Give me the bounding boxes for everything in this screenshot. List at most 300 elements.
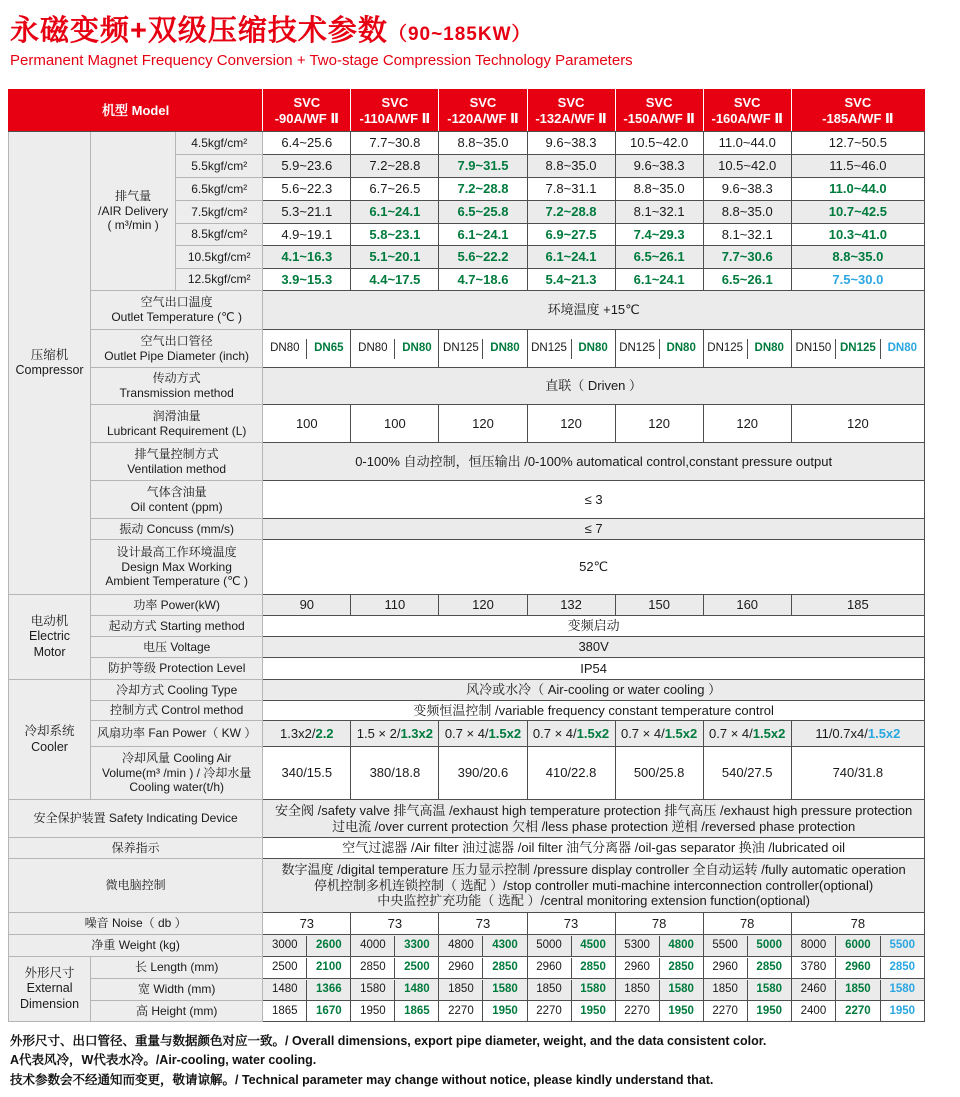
cell-line: Motor (33, 644, 66, 659)
table-cell (615, 721, 703, 747)
table-cell (791, 979, 924, 1001)
cell-line: 润滑油量 (152, 408, 201, 423)
split-cell-group (792, 339, 924, 359)
sub-value: DN80 (270, 342, 300, 355)
cell-line: -90A/WF Ⅱ (274, 110, 339, 126)
table-cell (615, 957, 703, 979)
table-row (9, 747, 925, 800)
table-cell: 11.0~44.0 (703, 132, 791, 155)
value-part: 0.7 × 4/ (532, 725, 577, 741)
safety-device-value (263, 800, 925, 838)
split-cell-group (263, 1001, 350, 1021)
split-cell-group (704, 936, 791, 956)
table-cell (263, 1001, 351, 1022)
concuss-value: ≤ 7 (263, 519, 925, 540)
cell-line: -185A/WF Ⅱ (822, 110, 894, 126)
cell-line: Oil content (ppm) (130, 499, 223, 514)
sub-value: 1950 (482, 1001, 526, 1021)
table-cell: 5.8~23.1 (351, 224, 439, 246)
sub-value: 2460 (800, 983, 827, 996)
sub-value: 2270 (536, 1004, 562, 1017)
table-row (9, 595, 925, 616)
table-cell: 120 (439, 405, 527, 443)
split-cell-group (704, 958, 791, 978)
value-part: 1.5x2 (752, 725, 786, 741)
split-cell-group (439, 339, 526, 359)
sub-value: DN125 (619, 342, 655, 355)
cell-line: Transmission method (119, 386, 234, 400)
table-cell: 6.5~26.1 (615, 246, 703, 269)
sub-value: 1850 (448, 983, 474, 996)
table-row (9, 330, 925, 368)
row-label-voltage: 电压 Voltage (91, 637, 263, 658)
table-cell: 8.1~32.1 (703, 224, 791, 246)
sub-value: 5500 (880, 936, 924, 956)
sub-value: 2270 (448, 1004, 474, 1017)
split-cell-group (704, 339, 791, 359)
row-label-air-delivery (91, 132, 176, 291)
row-label-cooling-air-volume (91, 747, 263, 800)
split-cell-group (351, 1001, 438, 1021)
split-cell-group (792, 936, 924, 956)
table-cell: 7.5~30.0 (791, 269, 924, 291)
split-cell-group (351, 936, 438, 956)
split-cell-group (439, 936, 526, 956)
cell-line: -132A/WF Ⅱ (535, 110, 607, 126)
value-part: 1.3x2/ (280, 725, 316, 741)
sub-value: 3300 (394, 936, 438, 956)
footnotes (10, 1032, 960, 1090)
table-cell: 10.5~42.0 (615, 132, 703, 155)
table-cell: 7.2~28.8 (527, 201, 615, 224)
table-cell: 6.1~24.1 (615, 269, 703, 291)
table-cell: 7.2~28.8 (439, 178, 527, 201)
split-cell-group (351, 980, 438, 1000)
table-cell: 7.7~30.8 (351, 132, 439, 155)
table-cell (791, 935, 924, 957)
sub-value: DN125 (443, 342, 479, 355)
table-cell: 6.9~27.5 (527, 224, 615, 246)
value-part: 1.5 × 2/ (356, 725, 401, 741)
split-cell-group (528, 1001, 615, 1021)
table-cell (615, 1001, 703, 1022)
sub-value: 2960 (448, 961, 474, 974)
sub-value: 2270 (712, 1004, 738, 1017)
pressure-label: 12.5kgf/cm² (176, 269, 263, 291)
table-row (9, 616, 925, 637)
sub-value: 1580 (360, 983, 386, 996)
sub-value: 2960 (712, 961, 738, 974)
sub-value: 3000 (271, 939, 298, 952)
model-svc-185 (791, 90, 924, 132)
sub-value: 1850 (835, 980, 879, 1000)
value-part: 0.7 × 4/ (709, 725, 753, 741)
table-row (9, 368, 925, 405)
cell-line: Lubricant Requirement (L) (106, 423, 247, 438)
table-row (9, 405, 925, 443)
row-label-protection-level: 防护等级 Protection Level (91, 658, 263, 680)
table-cell: 8.8~35.0 (527, 155, 615, 178)
sub-value: DN80 (571, 339, 615, 359)
table-cell: 4.1~16.3 (263, 246, 351, 269)
cell-line: 外形尺寸 (24, 966, 75, 981)
split-cell-group (263, 936, 350, 956)
value-part: 1.5x2 (664, 725, 698, 741)
value-part: 1.5x2 (488, 725, 522, 741)
parameters-table (8, 89, 925, 1022)
page-subtitle: Permanent Magnet Frequency Conversion + Two-stage Compression Technology Parameters (10, 52, 633, 69)
table-row (9, 680, 925, 701)
split-cell-group (263, 339, 350, 359)
sub-value: DN65 (306, 339, 350, 359)
table-cell (439, 979, 527, 1001)
table-cell: 6.7~26.5 (351, 178, 439, 201)
row-label-outlet-pipe-diameter (91, 330, 263, 368)
table-cell: 380/18.8 (351, 747, 439, 800)
maintenance-indication-value: 空气过滤器 /Air filter 油过滤器 /oil filter 油气分离器 /oil-gas separator 换油 /lubricated oil (263, 838, 925, 859)
sub-value: 1480 (271, 983, 298, 996)
table-cell (439, 957, 527, 979)
sub-value: 1850 (712, 983, 738, 996)
microcomputer-control-value (263, 859, 925, 913)
table-cell: 7.9~31.5 (439, 155, 527, 178)
oil-content-value: ≤ 3 (263, 481, 925, 519)
cell-line: 安全阀 /safety valve 排气高温 /exhaust high temperature protection 排气高压 /exhaust high pressure protection (274, 802, 913, 818)
value-part: 2.2 (315, 725, 334, 741)
row-label-lubricant (91, 405, 263, 443)
sub-value: 1580 (659, 980, 703, 1000)
split-cell-group (616, 339, 703, 359)
cell-line: Cooling water(t/h) (129, 780, 225, 795)
cell-line: 传动方式 (152, 371, 201, 386)
table-cell: 120 (615, 405, 703, 443)
table-cell: 132 (527, 595, 615, 616)
cell-line: 设计最高工作环境温度 (116, 545, 237, 560)
table-cell: 9.6~38.3 (703, 178, 791, 201)
sub-value: 2270 (835, 1001, 879, 1021)
cell-line: 冷却风量 Cooling Air (121, 751, 232, 766)
sub-value: 2960 (835, 958, 879, 978)
sub-value: 1480 (394, 980, 438, 1000)
table-cell (351, 957, 439, 979)
model-svc-110 (351, 90, 439, 132)
row-label-outlet-temperature (91, 291, 263, 330)
row-label-microcomputer-control: 微电脑控制 (9, 859, 263, 913)
cell-line: Compressor (15, 363, 84, 377)
sub-value: 2500 (271, 961, 298, 974)
table-row (9, 935, 925, 957)
split-cell-group (704, 1001, 791, 1021)
split-cell-group (263, 980, 350, 1000)
table-cell (703, 330, 791, 368)
sub-value: 1950 (659, 1001, 703, 1021)
parameters-table-body (9, 90, 925, 1022)
table-cell: 120 (791, 405, 924, 443)
group-external-dimension (9, 957, 91, 1022)
pressure-label: 10.5kgf/cm² (176, 246, 263, 269)
page-title-range: （90~185KW） (387, 24, 532, 45)
table-cell: 8.8~35.0 (703, 201, 791, 224)
cell-line: Outlet Pipe Diameter (inch) (104, 348, 250, 363)
table-row (9, 838, 925, 859)
group-compressor (9, 132, 91, 595)
table-cell (527, 957, 615, 979)
table-row (9, 913, 925, 935)
transmission-value: 直联（ Driven ） (263, 368, 925, 405)
table-cell: 73 (263, 913, 351, 935)
row-label-height: 高 Height (mm) (91, 1001, 263, 1022)
row-label-length: 长 Length (mm) (91, 957, 263, 979)
sub-value: 5500 (712, 939, 738, 952)
sub-value: 1366 (306, 980, 350, 1000)
table-cell: 11.0~44.0 (791, 178, 924, 201)
sub-value: DN80 (747, 339, 791, 359)
sub-value: 1670 (306, 1001, 350, 1021)
cell-line: ( m³/min ) (107, 218, 159, 233)
table-cell (527, 979, 615, 1001)
table-cell: 5.1~20.1 (351, 246, 439, 269)
sub-value: 1850 (536, 983, 562, 996)
table-cell: 160 (703, 595, 791, 616)
table-cell: 78 (791, 913, 924, 935)
table-row (9, 291, 925, 330)
table-row (9, 443, 925, 481)
sub-value: 3780 (800, 961, 827, 974)
table-cell (263, 330, 351, 368)
table-cell (439, 721, 527, 747)
cell-line: 中央监控扩充功能（ 选配 ）/central monitoring extension function(optional) (377, 893, 811, 909)
sub-value: 2960 (624, 961, 650, 974)
sub-value: 2850 (747, 958, 791, 978)
split-cell-group (439, 1001, 526, 1021)
table-cell: 5.6~22.3 (263, 178, 351, 201)
sub-value: 2850 (880, 958, 924, 978)
table-cell (263, 935, 351, 957)
cell-line: 电动机 (30, 614, 69, 629)
model-svc-90 (263, 90, 351, 132)
cell-line: SVC (645, 94, 673, 110)
row-label-width: 宽 Width (mm) (91, 979, 263, 1001)
sub-value: 2270 (624, 1004, 650, 1017)
sub-value: 1950 (571, 1001, 615, 1021)
page-title-text: 永磁变频+双级压缩技术参数 (10, 15, 388, 47)
sub-value: DN125 (531, 342, 567, 355)
cell-line: SVC (293, 94, 321, 110)
table-cell (703, 721, 791, 747)
cell-line: 空气出口温度 (140, 295, 213, 310)
sub-value: DN80 (358, 342, 388, 355)
split-cell-group (439, 958, 526, 978)
split-cell-group (351, 339, 438, 359)
table-row (9, 519, 925, 540)
ventilation-value: 0-100% 自动控制，恒压输出 /0-100% automatical control,constant pressure output (263, 443, 925, 481)
table-cell: 185 (791, 595, 924, 616)
cooling-type-value: 风冷或水冷（ Air-cooling or water cooling ） (263, 680, 925, 701)
cell-line: 排气量控制方式 (134, 446, 219, 461)
split-cell-group (263, 958, 350, 978)
sub-value: DN80 (880, 339, 924, 359)
table-cell (791, 1001, 924, 1022)
sub-value: 1950 (880, 1001, 924, 1021)
sub-value: 4300 (482, 936, 526, 956)
table-row (9, 637, 925, 658)
group-electric-motor (9, 595, 91, 680)
sub-value: DN125 (835, 339, 879, 359)
table-cell: 8.8~35.0 (615, 178, 703, 201)
table-cell: 10.3~41.0 (791, 224, 924, 246)
sub-value: 1950 (747, 1001, 791, 1021)
sub-value: 1865 (271, 1004, 298, 1017)
table-cell: 8.1~32.1 (615, 201, 703, 224)
table-cell: 4.4~17.5 (351, 269, 439, 291)
table-cell: 6.4~25.6 (263, 132, 351, 155)
cell-line: SVC (469, 94, 497, 110)
split-cell-group (616, 980, 703, 1000)
row-label-control-method: 控制方式 Control method (91, 701, 263, 721)
sub-value: DN80 (482, 339, 526, 359)
cell-line: SVC (733, 94, 761, 110)
cell-line: 空气出口管径 (140, 333, 213, 348)
page-title (10, 8, 960, 49)
outlet-temperature-value: 环境温度 +15℃ (263, 291, 925, 330)
split-cell-group (528, 958, 615, 978)
table-cell: 7.4~29.3 (615, 224, 703, 246)
table-cell (527, 935, 615, 957)
table-cell (703, 979, 791, 1001)
pressure-label: 5.5kgf/cm² (176, 155, 263, 178)
table-cell (791, 721, 924, 747)
table-cell (439, 330, 527, 368)
table-cell (351, 1001, 439, 1022)
table-cell: 5.4~21.3 (527, 269, 615, 291)
table-row (9, 1001, 925, 1022)
cell-line: SVC (844, 94, 872, 110)
table-cell (351, 330, 439, 368)
cell-line: 过电流 /over current protection 欠相 /less phase protection 逆相 /reversed phase protection (332, 818, 856, 834)
table-cell (263, 957, 351, 979)
split-cell-group (792, 1001, 924, 1021)
table-cell (351, 979, 439, 1001)
sub-value: 2600 (306, 936, 350, 956)
table-cell: 120 (527, 405, 615, 443)
table-cell: 9.6~38.3 (615, 155, 703, 178)
table-row (9, 957, 925, 979)
split-cell-group (616, 1001, 703, 1021)
control-method-value: 变频恒温控制 /variable frequency constant temperature control (263, 701, 925, 721)
table-cell (615, 935, 703, 957)
table-cell: 6.5~26.1 (703, 269, 791, 291)
table-cell: 7.8~31.1 (527, 178, 615, 201)
table-cell: 740/31.8 (791, 747, 924, 800)
table-cell: 540/27.5 (703, 747, 791, 800)
pressure-label: 8.5kgf/cm² (176, 224, 263, 246)
table-cell: 5.6~22.2 (439, 246, 527, 269)
row-label-transmission-method (91, 368, 263, 405)
model-header: 机型 Model (9, 90, 263, 132)
table-cell: 7.7~30.6 (703, 246, 791, 269)
table-cell (263, 721, 351, 747)
sub-value: 4800 (659, 936, 703, 956)
cell-line: 压缩机 (30, 347, 69, 362)
sub-value: 5300 (624, 939, 650, 952)
pressure-label: 7.5kgf/cm² (176, 201, 263, 224)
table-row (9, 701, 925, 721)
cell-line: Dimension (20, 996, 80, 1011)
cell-line: -120A/WF Ⅱ (447, 110, 519, 126)
sub-value: 1580 (880, 980, 924, 1000)
table-cell: 340/15.5 (263, 747, 351, 800)
row-label-power: 功率 Power(kW) (91, 595, 263, 616)
table-cell (351, 935, 439, 957)
sub-value: 2850 (571, 958, 615, 978)
sub-value: 2960 (536, 961, 562, 974)
table-cell: 150 (615, 595, 703, 616)
table-cell: 100 (351, 405, 439, 443)
footnote-line: 外形尺寸、出口管径、重量与数据颜色对应一致。/ Overall dimensions, export pipe diameter, weight, and the data consistent color. (10, 1034, 767, 1048)
sub-value: 5000 (536, 939, 562, 952)
cell-line: Electric (29, 629, 71, 644)
table-cell: 90 (263, 595, 351, 616)
row-label-cooling-type: 冷却方式 Cooling Type (91, 680, 263, 701)
table-row (9, 721, 925, 747)
value-part: 1.5x2 (867, 725, 901, 741)
table-cell: 3.9~15.3 (263, 269, 351, 291)
model-svc-150 (615, 90, 703, 132)
sub-value: 4500 (571, 936, 615, 956)
table-cell: 5.3~21.1 (263, 201, 351, 224)
table-cell: 6.5~25.8 (439, 201, 527, 224)
cell-line: Ventilation method (127, 461, 227, 476)
sub-value: 1850 (624, 983, 650, 996)
cell-line: -150A/WF Ⅱ (623, 110, 695, 126)
table-cell: 73 (439, 913, 527, 935)
cell-line: -110A/WF Ⅱ (359, 110, 431, 126)
cell-line: Ambient Temperature (℃ ) (105, 574, 248, 589)
value-part: 0.7 × 4/ (620, 725, 665, 741)
sub-value: DN80 (394, 339, 438, 359)
table-cell (351, 721, 439, 747)
table-cell: 6.1~24.1 (351, 201, 439, 224)
split-cell-group (704, 980, 791, 1000)
sub-value: DN80 (659, 339, 703, 359)
table-cell (615, 330, 703, 368)
sub-value: 5000 (747, 936, 791, 956)
table-row (9, 979, 925, 1001)
split-cell-group (528, 980, 615, 1000)
table-cell (439, 1001, 527, 1022)
sub-value: 1580 (747, 980, 791, 1000)
table-cell: 120 (703, 405, 791, 443)
pressure-label: 4.5kgf/cm² (176, 132, 263, 155)
value-part: 1.3x2 (400, 725, 434, 741)
table-cell (703, 1001, 791, 1022)
row-label-weight: 净重 Weight (kg) (9, 935, 263, 957)
row-label-fan-power: 风扇功率 Fan Power（ KW ） (91, 721, 263, 747)
table-cell: 4.7~18.6 (439, 269, 527, 291)
starting-method-value: 变频启动 (263, 616, 925, 637)
split-cell-group (616, 958, 703, 978)
value-part: 11/0.7x4/ (815, 725, 868, 741)
table-cell: 4.9~19.1 (263, 224, 351, 246)
table-cell: 5.9~23.6 (263, 155, 351, 178)
table-row (9, 90, 925, 132)
table-row (9, 658, 925, 680)
table-cell (263, 979, 351, 1001)
cell-line: External (26, 981, 73, 996)
table-cell: 10.5~42.0 (703, 155, 791, 178)
table-cell (527, 330, 615, 368)
table-cell: 390/20.6 (439, 747, 527, 800)
